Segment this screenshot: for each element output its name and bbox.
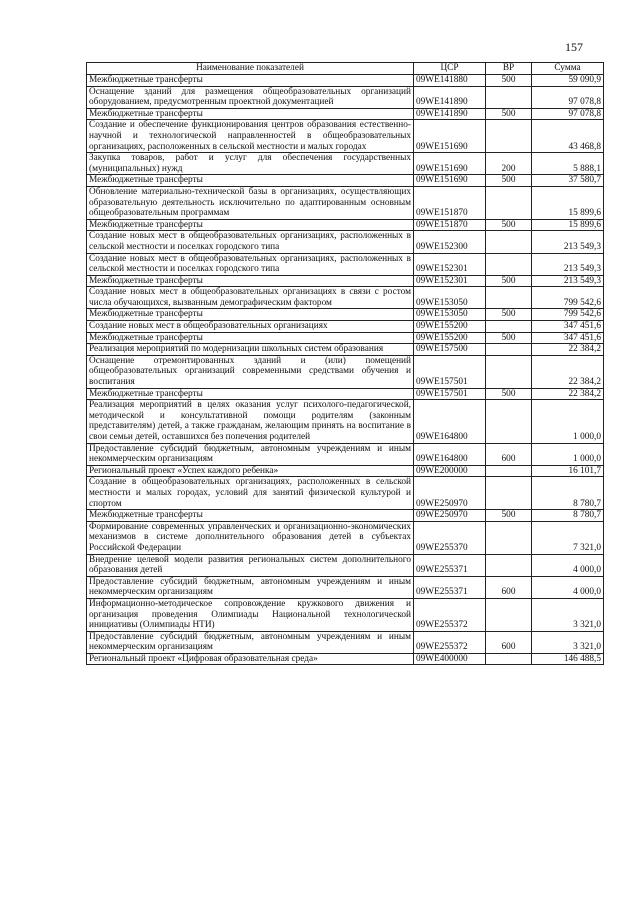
table-row (87, 554, 604, 576)
cell-vr: 500 (486, 510, 532, 522)
cell-sum: 347 451,6 (532, 321, 604, 333)
cell-name: Межбюджетные трансферты (87, 108, 414, 120)
table-row (87, 388, 604, 400)
cell-name: Обновление материально-технической базы в организациях, осуществляющих образовательную деятельность исключительно по адаптированным основным общеобразовательным программам (87, 186, 414, 219)
cell-vr (486, 598, 532, 631)
cell-csr: 09WE151870 (414, 186, 486, 219)
cell-sum: 97 078,8 (532, 108, 604, 120)
budget-table (86, 62, 604, 665)
cell-csr: 09WE157501 (414, 355, 486, 388)
table-row (87, 332, 604, 344)
cell-csr: 09WE152301 (414, 275, 486, 287)
cell-csr: 09WE400000 (414, 653, 486, 665)
table-row (87, 631, 604, 653)
cell-name: Межбюджетные трансферты (87, 510, 414, 522)
cell-csr: 09WE255371 (414, 576, 486, 598)
cell-name: Межбюджетные трансферты (87, 219, 414, 231)
cell-sum: 8 780,7 (532, 477, 604, 510)
cell-csr: 09WE164800 (414, 443, 486, 465)
cell-sum: 1 000,0 (532, 400, 604, 443)
table-row (87, 309, 604, 321)
cell-sum: 347 451,6 (532, 332, 604, 344)
cell-sum: 4 000,0 (532, 554, 604, 576)
cell-vr: 500 (486, 309, 532, 321)
table-row (87, 108, 604, 120)
cell-vr: 600 (486, 576, 532, 598)
cell-sum: 213 549,3 (532, 275, 604, 287)
table-row (87, 219, 604, 231)
cell-csr: 09WE157500 (414, 344, 486, 356)
cell-csr: 09WE151690 (414, 153, 486, 175)
cell-csr: 09WE151870 (414, 219, 486, 231)
cell-vr (486, 521, 532, 554)
cell-csr: 09WE151690 (414, 175, 486, 187)
cell-sum: 3 321,0 (532, 631, 604, 653)
cell-vr (486, 344, 532, 356)
cell-vr: 600 (486, 631, 532, 653)
cell-vr (486, 477, 532, 510)
header-sum: Сумма (532, 63, 604, 75)
cell-name: Межбюджетные трансферты (87, 275, 414, 287)
cell-vr (486, 400, 532, 443)
header-vr: ВР (486, 63, 532, 75)
cell-vr: 500 (486, 219, 532, 231)
cell-sum: 3 321,0 (532, 598, 604, 631)
table-row (87, 231, 604, 253)
cell-csr: 09WE155200 (414, 332, 486, 344)
cell-csr: 09WE152301 (414, 253, 486, 275)
cell-csr: 09WE250970 (414, 477, 486, 510)
table-row (87, 321, 604, 333)
cell-name: Оснащение отремонтированных зданий и (или) помещений общеобразовательных организаций современными средствами обучения и воспитания (87, 355, 414, 388)
table-row (87, 344, 604, 356)
table-row (87, 120, 604, 153)
table-row (87, 287, 604, 309)
cell-name: Предоставление субсидий бюджетным, автономным учреждениям и иным некоммерческим организациям (87, 631, 414, 653)
cell-csr: 09WE153050 (414, 309, 486, 321)
cell-sum: 22 384,2 (532, 355, 604, 388)
cell-name: Формирование современных управленческих и организационно-экономических механизмов в системе дополнительного образования детей в субъектах Российской Федерации (87, 521, 414, 554)
header-name: Наименование показателей (87, 63, 414, 75)
cell-csr: 09WE152300 (414, 231, 486, 253)
header-csr: ЦСР (414, 63, 486, 75)
table-row (87, 75, 604, 87)
cell-sum: 1 000,0 (532, 443, 604, 465)
cell-name: Создание новых мест в общеобразовательных организациях (87, 321, 414, 333)
table-row (87, 521, 604, 554)
cell-csr: 09WE157501 (414, 388, 486, 400)
cell-vr (486, 465, 532, 477)
cell-name: Предоставление субсидий бюджетным, автономным учреждениям и иным некоммерческим организациям (87, 576, 414, 598)
cell-sum: 22 384,2 (532, 344, 604, 356)
cell-name: Межбюджетные трансферты (87, 388, 414, 400)
table-row (87, 443, 604, 465)
cell-sum: 213 549,3 (532, 253, 604, 275)
table-body (87, 75, 604, 665)
cell-csr: 09WE141890 (414, 86, 486, 108)
cell-name: Межбюджетные трансферты (87, 332, 414, 344)
cell-csr: 09WE255371 (414, 554, 486, 576)
cell-vr: 200 (486, 153, 532, 175)
cell-sum: 16 101,7 (532, 465, 604, 477)
table-row (87, 653, 604, 665)
table-row (87, 355, 604, 388)
table-header-row (87, 63, 604, 75)
cell-vr (486, 186, 532, 219)
cell-vr (486, 287, 532, 309)
cell-csr: 09WE153050 (414, 287, 486, 309)
cell-vr (486, 86, 532, 108)
cell-name: Межбюджетные трансферты (87, 309, 414, 321)
cell-name: Создание и обеспечение функционирования центров образования естественно-научной и технологической направленностей в общеобразовательных организациях, расположенных в сельской местности и малых городах (87, 120, 414, 153)
table-row (87, 186, 604, 219)
cell-csr: 09WE164800 (414, 400, 486, 443)
cell-name: Предоставление субсидий бюджетным, автономным учреждениям и иным некоммерческим организациям (87, 443, 414, 465)
cell-name: Оснащение зданий для размещения общеобразовательных организаций оборудованием, предусмотренным проектной документацией (87, 86, 414, 108)
cell-name: Закупка товаров, работ и услуг для обеспечения государственных (муниципальных) нужд (87, 153, 414, 175)
cell-sum: 97 078,8 (532, 86, 604, 108)
table-row (87, 253, 604, 275)
cell-name: Региональный проект «Успех каждого ребенка» (87, 465, 414, 477)
cell-vr: 500 (486, 108, 532, 120)
cell-sum: 15 899,6 (532, 186, 604, 219)
cell-csr: 09WE200000 (414, 465, 486, 477)
cell-sum: 799 542,6 (532, 309, 604, 321)
cell-sum: 37 580,7 (532, 175, 604, 187)
cell-csr: 09WE255370 (414, 521, 486, 554)
cell-csr: 09WE151690 (414, 120, 486, 153)
cell-name: Реализация мероприятий в целях оказания услуг психолого-педагогической, методической и консультативной помощи родителям (законным представителям) детей, а также гражданам, желающим принять на воспитание в свои семьи детей, оставшихся без попечения родителей (87, 400, 414, 443)
cell-vr (486, 231, 532, 253)
cell-sum: 15 899,6 (532, 219, 604, 231)
cell-sum: 59 090,9 (532, 75, 604, 87)
cell-csr: 09WE255372 (414, 598, 486, 631)
table-row (87, 153, 604, 175)
cell-sum: 213 549,3 (532, 231, 604, 253)
table-row (87, 275, 604, 287)
table-row (87, 400, 604, 443)
cell-csr: 09WE250970 (414, 510, 486, 522)
cell-vr: 500 (486, 332, 532, 344)
cell-sum: 8 780,7 (532, 510, 604, 522)
table-row (87, 465, 604, 477)
cell-name: Внедрение целевой модели развития региональных систем дополнительного образования детей (87, 554, 414, 576)
table-row (87, 86, 604, 108)
cell-sum: 5 888,1 (532, 153, 604, 175)
cell-name: Межбюджетные трансферты (87, 175, 414, 187)
cell-name: Создание новых мест в общеобразовательных организациях, расположенных в сельской местности и поселках городского типа (87, 253, 414, 275)
cell-sum: 43 468,8 (532, 120, 604, 153)
cell-name: Информационно-методическое сопровождение кружкового движения и организация проведения Олимпиады Национальной технологической инициативы (Олимпиады НТИ) (87, 598, 414, 631)
cell-sum: 22 384,2 (532, 388, 604, 400)
cell-csr: 09WE141880 (414, 75, 486, 87)
cell-name: Создание новых мест в общеобразовательных организациях в связи с ростом числа обучающихся, вызванным демографическим фактором (87, 287, 414, 309)
cell-csr: 09WE141890 (414, 108, 486, 120)
table-row (87, 598, 604, 631)
cell-csr: 09WE155200 (414, 321, 486, 333)
cell-vr (486, 321, 532, 333)
cell-vr (486, 355, 532, 388)
cell-vr (486, 253, 532, 275)
cell-vr: 500 (486, 75, 532, 87)
table-row (87, 175, 604, 187)
table-row (87, 510, 604, 522)
cell-vr: 600 (486, 443, 532, 465)
cell-name: Реализация мероприятий по модернизации школьных систем образования (87, 344, 414, 356)
cell-vr: 500 (486, 175, 532, 187)
cell-vr (486, 554, 532, 576)
cell-name: Региональный проект «Цифровая образовательная среда» (87, 653, 414, 665)
cell-sum: 7 321,0 (532, 521, 604, 554)
cell-csr: 09WE255372 (414, 631, 486, 653)
table-row (87, 576, 604, 598)
cell-name: Создание новых мест в общеобразовательных организациях, расположенных в сельской местности и поселках городского типа (87, 231, 414, 253)
cell-vr: 500 (486, 275, 532, 287)
cell-vr: 500 (486, 388, 532, 400)
cell-vr (486, 653, 532, 665)
cell-sum: 146 488,5 (532, 653, 604, 665)
cell-sum: 4 000,0 (532, 576, 604, 598)
table-row (87, 477, 604, 510)
cell-sum: 799 542,6 (532, 287, 604, 309)
page-number: 157 (565, 40, 583, 54)
cell-vr (486, 120, 532, 153)
cell-name: Создание в общеобразовательных организациях, расположенных в сельской местности и малых городах, условий для занятий физической культурой и спортом (87, 477, 414, 510)
cell-name: Межбюджетные трансферты (87, 75, 414, 87)
